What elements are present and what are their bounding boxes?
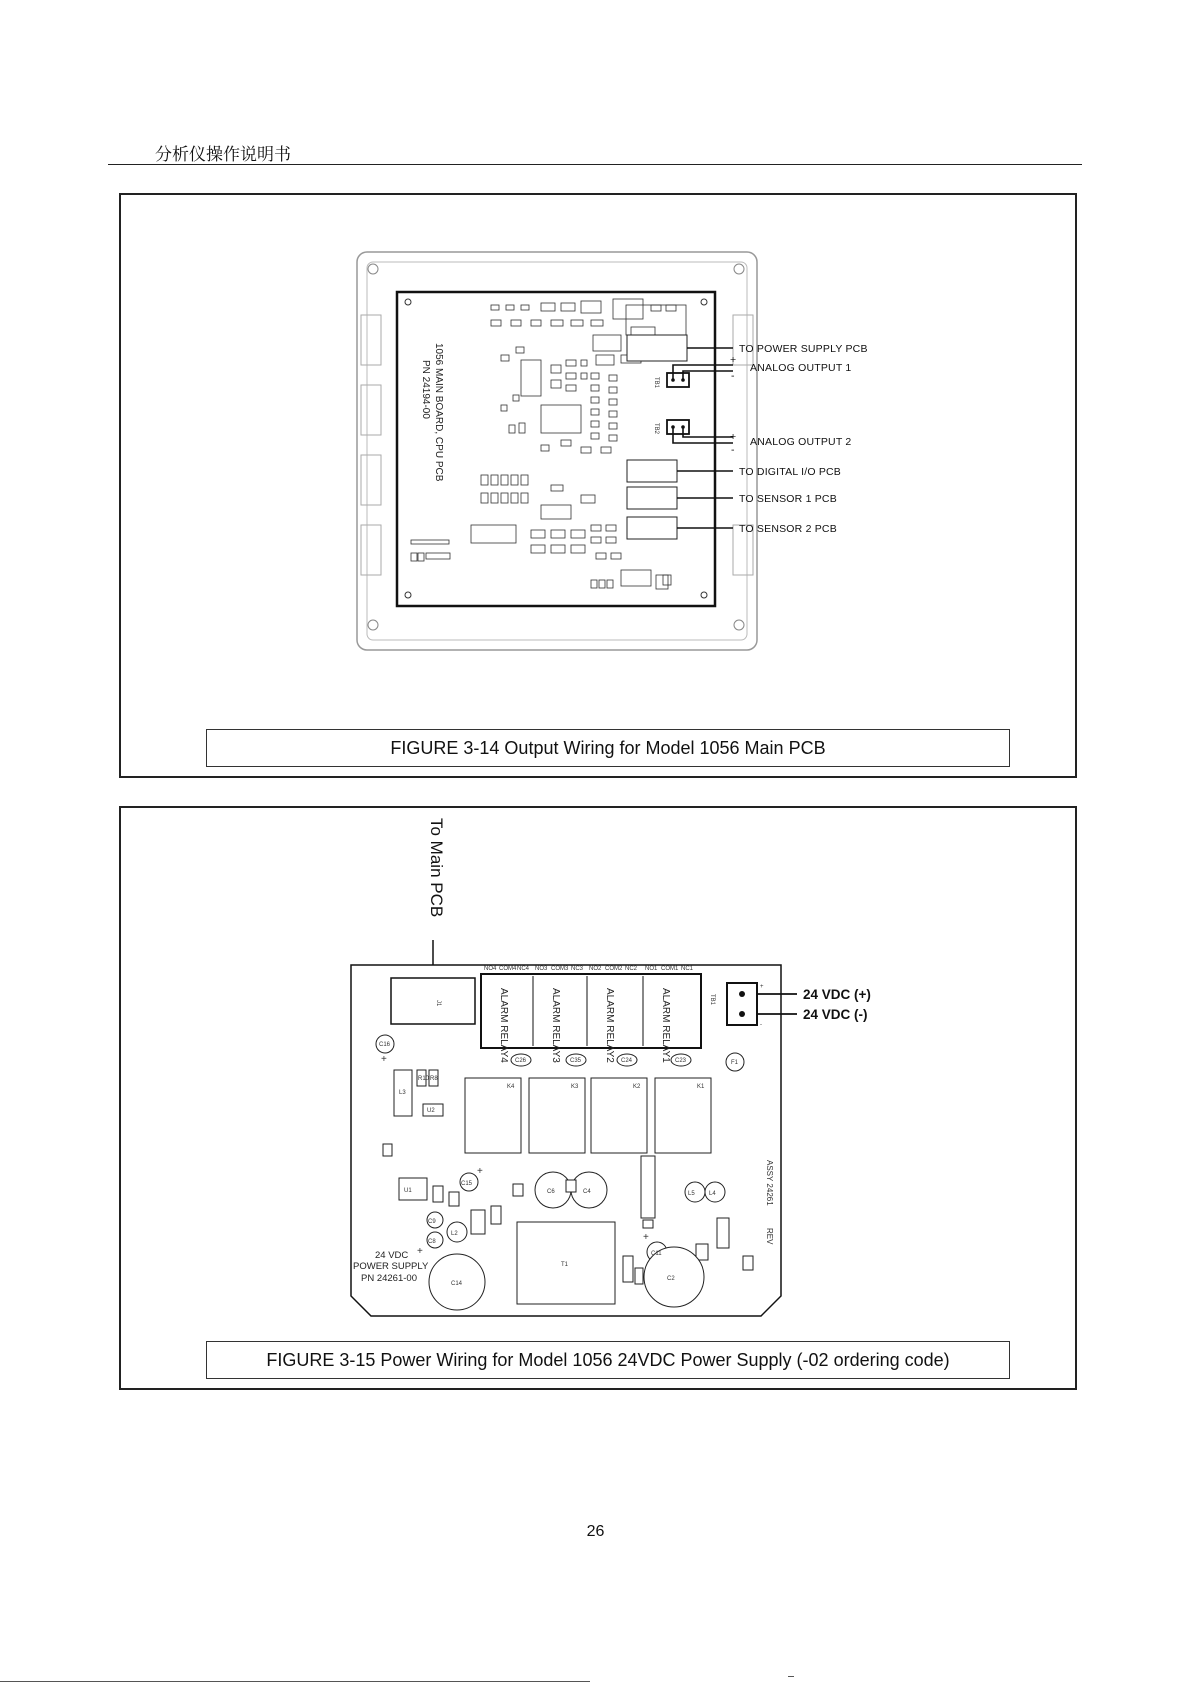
svg-text:C15: C15 xyxy=(461,1181,473,1187)
svg-text:COM2: COM2 xyxy=(605,966,623,972)
svg-text:T1: T1 xyxy=(561,1262,569,1268)
relay4-label: ALARM RELAY4 xyxy=(498,988,509,1063)
figure-3-15-caption: FIGURE 3-15 Power Wiring for Model 1056 24VDC Power Supply (-02 ordering code) xyxy=(206,1341,1010,1379)
svg-text:COM3: COM3 xyxy=(551,966,569,972)
svg-text:NO1: NO1 xyxy=(645,966,658,972)
board-label-line1: 1056 MAIN BOARD, CPU PCB xyxy=(433,343,444,482)
tb2-terminal xyxy=(667,420,689,434)
svg-text:C16: C16 xyxy=(379,1042,391,1048)
figure-3-15 xyxy=(119,806,1077,1390)
svg-text:C9: C9 xyxy=(428,1219,436,1225)
callout-analog-output-1: ANALOG OUTPUT 1 xyxy=(750,362,852,374)
svg-text:C2: C2 xyxy=(667,1276,675,1282)
svg-text:L4: L4 xyxy=(709,1191,716,1197)
j1-label: J1 xyxy=(435,1000,441,1007)
callout-sensor-1: TO SENSOR 1 PCB xyxy=(739,493,837,505)
relay1-label: ALARM RELAY1 xyxy=(660,988,671,1063)
power-supply-diagram xyxy=(121,808,1079,1392)
svg-text:C4: C4 xyxy=(583,1189,591,1195)
svg-text:K1: K1 xyxy=(697,1084,705,1090)
polarity-minus-1: - xyxy=(731,370,735,382)
figure-3-14 xyxy=(119,193,1077,778)
callout-digital-io: TO DIGITAL I/O PCB xyxy=(739,466,842,478)
svg-text:C23: C23 xyxy=(675,1058,687,1064)
svg-text:R10: R10 xyxy=(418,1076,430,1082)
main-pcb-diagram xyxy=(121,195,1079,780)
callout-analog-output-2: ANALOG OUTPUT 2 xyxy=(750,436,852,448)
power-supply-label-3: PN 24261-00 xyxy=(361,1273,417,1284)
j1-connector xyxy=(391,978,475,1024)
svg-text:C14: C14 xyxy=(451,1281,463,1287)
svg-text:+: + xyxy=(643,1232,649,1243)
svg-text:-: - xyxy=(760,1022,762,1028)
polarity-plus-1: + xyxy=(730,354,737,366)
svg-text:L5: L5 xyxy=(688,1191,695,1197)
assy-label: ASSY 24261 xyxy=(765,1160,774,1206)
board-label-line2: PN 24194-00 xyxy=(420,360,431,419)
svg-text:K4: K4 xyxy=(507,1084,515,1090)
header-rule xyxy=(108,164,1082,165)
svg-text:R8: R8 xyxy=(430,1076,438,1082)
svg-text:COM1: COM1 xyxy=(661,966,679,972)
relay3-label: ALARM RELAY3 xyxy=(550,988,561,1063)
svg-text:U2: U2 xyxy=(427,1108,435,1114)
svg-text:NC2: NC2 xyxy=(625,966,638,972)
tb1-terminal xyxy=(667,373,689,387)
svg-text:C8: C8 xyxy=(428,1239,436,1245)
tb1-power-terminal xyxy=(727,983,757,1025)
document-header: 分析仪操作说明书 xyxy=(155,145,291,165)
svg-text:NO2: NO2 xyxy=(589,966,602,972)
tb1-power-label: TB1 xyxy=(709,994,715,1006)
svg-text:C6: C6 xyxy=(547,1189,555,1195)
terminal-label-negative: 24 VDC (-) xyxy=(803,1007,868,1022)
relay2-label: ALARM RELAY2 xyxy=(604,988,615,1063)
svg-text:U1: U1 xyxy=(404,1188,412,1194)
svg-text:NC4: NC4 xyxy=(517,966,530,972)
figure-3-14-caption: FIGURE 3-14 Output Wiring for Model 1056 Main PCB xyxy=(206,729,1010,767)
to-main-pcb-label: To Main PCB xyxy=(427,818,446,918)
connector-sensor-1 xyxy=(627,487,677,509)
svg-text:C11: C11 xyxy=(651,1251,662,1257)
connector-sensor-2 xyxy=(627,517,677,539)
svg-text:NC1: NC1 xyxy=(681,966,694,972)
polarity-plus-2: + xyxy=(730,431,737,443)
footer-mark xyxy=(788,1676,794,1677)
svg-text:L3: L3 xyxy=(399,1090,406,1096)
power-supply-label-1: 24 VDC xyxy=(375,1250,409,1261)
svg-text:NO4: NO4 xyxy=(484,966,497,972)
svg-text:K2: K2 xyxy=(633,1084,641,1090)
callout-power-supply: TO POWER SUPPLY PCB xyxy=(739,343,868,355)
svg-text:+: + xyxy=(417,1246,423,1257)
svg-text:+: + xyxy=(381,1054,387,1065)
terminal-label-positive: 24 VDC (+) xyxy=(803,987,871,1002)
svg-text:+: + xyxy=(477,1166,483,1177)
power-supply-label-2: POWER SUPPLY xyxy=(353,1261,429,1272)
page-number: 26 xyxy=(586,1523,605,1540)
svg-text:NO3: NO3 xyxy=(535,966,548,972)
svg-text:L2: L2 xyxy=(451,1231,458,1237)
callout-sensor-2: TO SENSOR 2 PCB xyxy=(739,523,837,535)
svg-text:NC3: NC3 xyxy=(571,966,584,972)
svg-text:COM4: COM4 xyxy=(499,966,517,972)
svg-text:K3: K3 xyxy=(571,1084,579,1090)
svg-text:+: + xyxy=(760,984,764,990)
footer-rule xyxy=(0,1681,590,1682)
svg-text:C26: C26 xyxy=(515,1058,527,1064)
polarity-minus-2: - xyxy=(731,444,735,456)
tb2-label: TB2 xyxy=(653,423,659,435)
svg-text:F1: F1 xyxy=(731,1060,739,1066)
svg-text:C35: C35 xyxy=(570,1058,582,1064)
connector-digital-io xyxy=(627,460,677,482)
connector-power-supply xyxy=(627,335,687,361)
tb1-label: TB1 xyxy=(653,377,659,389)
relay-pin-labels xyxy=(484,966,694,972)
rev-label: REV xyxy=(765,1228,774,1245)
svg-text:C24: C24 xyxy=(621,1058,633,1064)
